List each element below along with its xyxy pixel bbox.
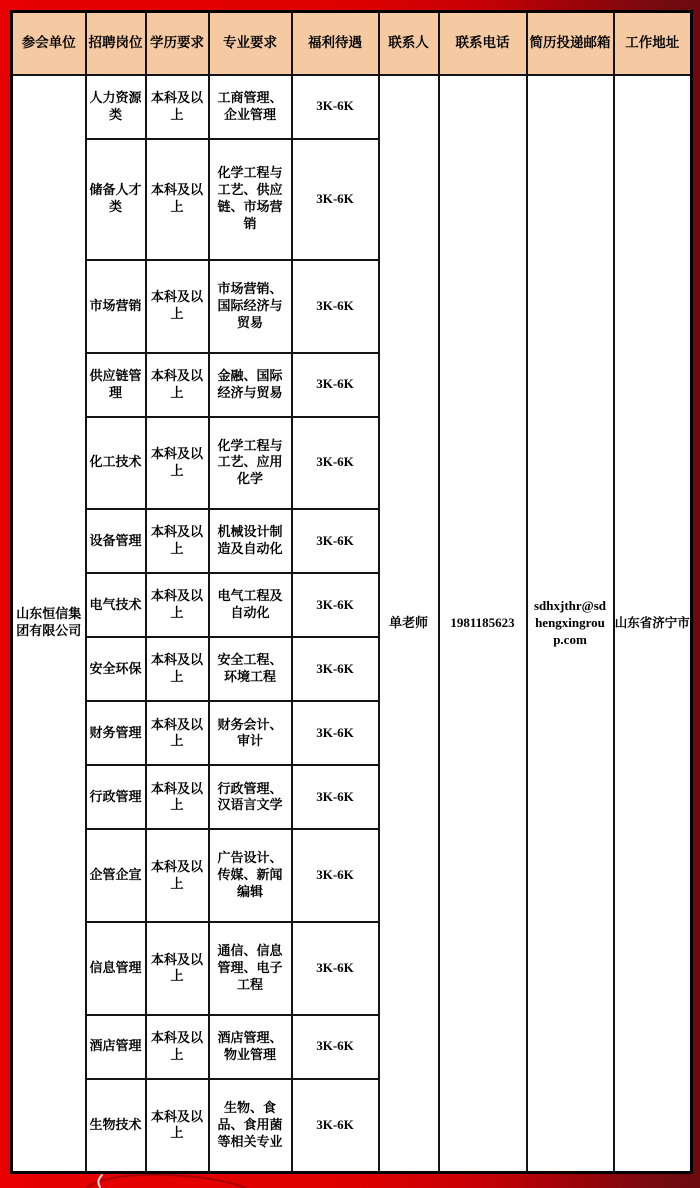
contact-person-cell: 单老师 bbox=[379, 75, 439, 1173]
major-cell: 行政管理、汉语言文学 bbox=[209, 765, 292, 829]
position-cell: 供应链管理 bbox=[86, 353, 146, 417]
col-header-address: 工作地址 bbox=[614, 12, 692, 75]
position-cell: 企管企宣 bbox=[86, 829, 146, 922]
major-cell: 安全工程、环境工程 bbox=[209, 637, 292, 701]
decorative-curve bbox=[78, 1172, 248, 1188]
work-address-cell: 山东省济宁市 bbox=[614, 75, 692, 1173]
salary-cell: 3K-6K bbox=[292, 75, 379, 139]
education-cell: 本科及以上 bbox=[146, 573, 209, 637]
position-cell: 生物技术 bbox=[86, 1079, 146, 1173]
col-header-email: 简历投递邮箱 bbox=[527, 12, 614, 75]
table-row bbox=[12, 75, 692, 139]
salary-cell: 3K-6K bbox=[292, 829, 379, 922]
col-header-position: 招聘岗位 bbox=[86, 12, 146, 75]
salary-cell: 3K-6K bbox=[292, 1079, 379, 1173]
col-header-contact-person: 联系人 bbox=[379, 12, 439, 75]
col-header-major: 专业要求 bbox=[209, 12, 292, 75]
salary-cell: 3K-6K bbox=[292, 353, 379, 417]
position-cell: 人力资源类 bbox=[86, 75, 146, 139]
salary-cell: 3K-6K bbox=[292, 765, 379, 829]
recruitment-table bbox=[10, 10, 693, 1174]
position-cell: 化工技术 bbox=[86, 417, 146, 510]
salary-cell: 3K-6K bbox=[292, 1015, 379, 1079]
position-cell: 财务管理 bbox=[86, 701, 146, 765]
major-cell: 广告设计、传媒、新闻编辑 bbox=[209, 829, 292, 922]
education-cell: 本科及以上 bbox=[146, 509, 209, 573]
major-cell: 电气工程及自动化 bbox=[209, 573, 292, 637]
major-cell: 化学工程与工艺、供应链、市场营销 bbox=[209, 139, 292, 260]
position-cell: 电气技术 bbox=[86, 573, 146, 637]
company-cell: 山东恒信集团有限公司 bbox=[12, 75, 86, 1173]
education-cell: 本科及以上 bbox=[146, 637, 209, 701]
position-cell: 酒店管理 bbox=[86, 1015, 146, 1079]
col-header-company: 参会单位 bbox=[12, 12, 86, 75]
major-cell: 市场营销、国际经济与贸易 bbox=[209, 260, 292, 353]
education-cell: 本科及以上 bbox=[146, 922, 209, 1015]
position-cell: 市场营销 bbox=[86, 260, 146, 353]
salary-cell: 3K-6K bbox=[292, 701, 379, 765]
col-header-education: 学历要求 bbox=[146, 12, 209, 75]
education-cell: 本科及以上 bbox=[146, 417, 209, 510]
major-cell: 酒店管理、物业管理 bbox=[209, 1015, 292, 1079]
education-cell: 本科及以上 bbox=[146, 701, 209, 765]
salary-cell: 3K-6K bbox=[292, 573, 379, 637]
education-cell: 本科及以上 bbox=[146, 1079, 209, 1173]
position-cell: 储备人才类 bbox=[86, 139, 146, 260]
salary-cell: 3K-6K bbox=[292, 260, 379, 353]
position-cell: 行政管理 bbox=[86, 765, 146, 829]
position-cell: 安全环保 bbox=[86, 637, 146, 701]
major-cell: 财务会计、审计 bbox=[209, 701, 292, 765]
salary-cell: 3K-6K bbox=[292, 417, 379, 510]
contact-email-cell: sdhxjthr@sdhengxingroup.com bbox=[527, 75, 614, 1173]
position-cell: 信息管理 bbox=[86, 922, 146, 1015]
header-row bbox=[12, 12, 692, 75]
education-cell: 本科及以上 bbox=[146, 260, 209, 353]
col-header-benefits: 福利待遇 bbox=[292, 12, 379, 75]
col-header-phone: 联系电话 bbox=[439, 12, 527, 75]
education-cell: 本科及以上 bbox=[146, 353, 209, 417]
education-cell: 本科及以上 bbox=[146, 765, 209, 829]
education-cell: 本科及以上 bbox=[146, 829, 209, 922]
major-cell: 生物、食品、食用菌等相关专业 bbox=[209, 1079, 292, 1173]
major-cell: 机械设计制造及自动化 bbox=[209, 509, 292, 573]
major-cell: 通信、信息管理、电子工程 bbox=[209, 922, 292, 1015]
education-cell: 本科及以上 bbox=[146, 1015, 209, 1079]
salary-cell: 3K-6K bbox=[292, 637, 379, 701]
education-cell: 本科及以上 bbox=[146, 139, 209, 260]
major-cell: 化学工程与工艺、应用化学 bbox=[209, 417, 292, 510]
salary-cell: 3K-6K bbox=[292, 139, 379, 260]
salary-cell: 3K-6K bbox=[292, 509, 379, 573]
position-cell: 设备管理 bbox=[86, 509, 146, 573]
major-cell: 金融、国际经济与贸易 bbox=[209, 353, 292, 417]
major-cell: 工商管理、企业管理 bbox=[209, 75, 292, 139]
contact-phone-cell: 1981185623 bbox=[439, 75, 527, 1173]
education-cell: 本科及以上 bbox=[146, 75, 209, 139]
salary-cell: 3K-6K bbox=[292, 922, 379, 1015]
